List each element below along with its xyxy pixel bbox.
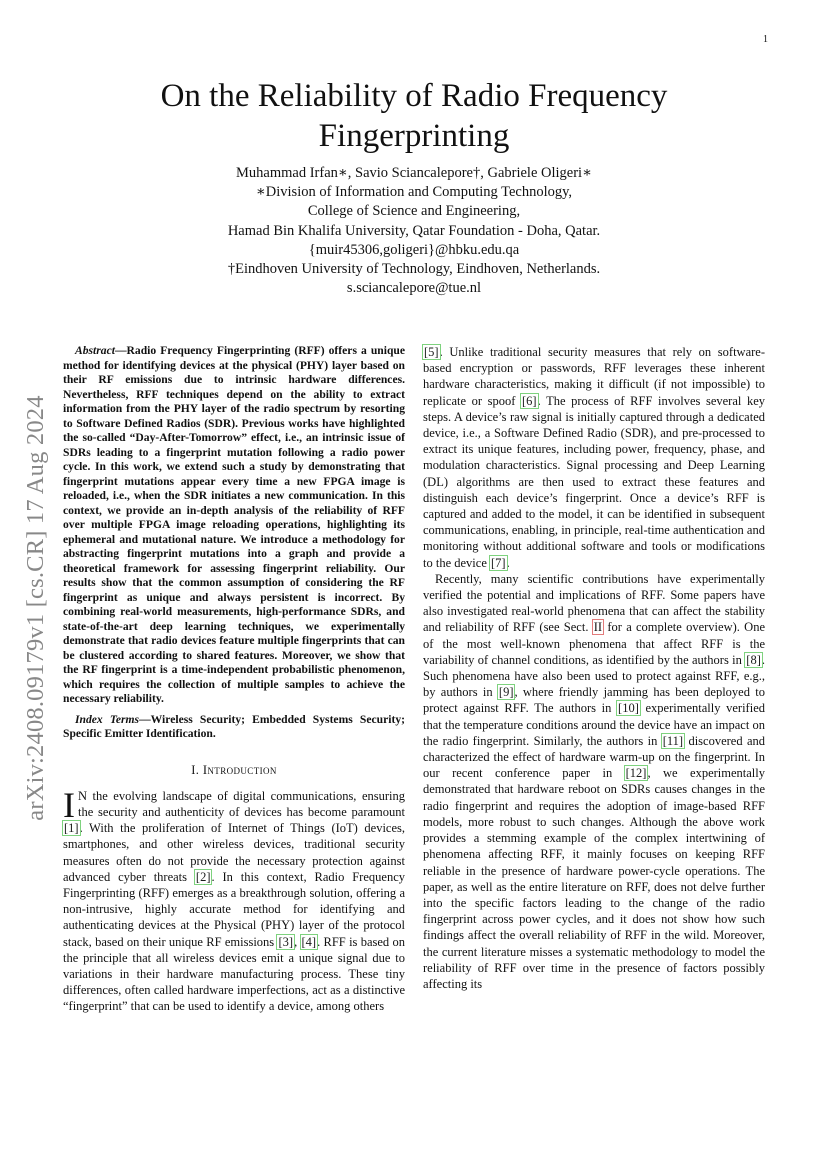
author-block [90, 164, 738, 298]
intro-text: experimentally verified that the temperature conditions around the device have an impact on the radio fingerprint. Similarly, the authors in [423, 701, 765, 748]
intro-text: Recently, many scientific contributions have experimentally verified the potential and implications of RFF. Some papers have also investigated real-world phenomena that can affect the stability and reliability of RFF (see Sect. [423, 571, 765, 635]
citation-link[interactable]: [4] [301, 934, 317, 949]
citation-link[interactable]: [7] [491, 555, 506, 570]
intro-text: , where friendly jamming has been deployed to protect against RFF. The authors in [423, 685, 765, 716]
citation-link[interactable]: [10] [618, 701, 639, 716]
citation-link[interactable]: [11] [662, 733, 684, 748]
intro-text: . Such phenomena have also been used to protect against RFF, e.g., by authors in [423, 652, 765, 700]
author-names: Muhammad Irfan∗, Savio Sciancalepore†, Gabriele Oligeri∗ [236, 165, 592, 181]
citation-link[interactable]: [3] [278, 934, 294, 949]
affiliation-2: †Eindhoven University of Technology, Eindhoven, Netherlands. [227, 261, 601, 278]
index-terms-label: Index Terms [75, 712, 140, 726]
intro-text: . [506, 555, 510, 570]
intro-text: , we experimentally demonstrated that hardware reboot on SDRs causes changes in the radio fingerprint and requires the adoption of image-based RFF models, more robust to such changes. Although the above work provides a stemming example of the complex intertwining of phenomena affecting RFF, it mainly focuses on keeping RFF reliable in the presence of hardware power-cycle operations. The paper, as well as the entire literature on RFF, does not delve further into the specific factors leading to the change of the radio fingerprint across power cycles, and it does not show how such findings affect the overall reliability of RFF in the wild. Moreover, the current literature misses a systematic methodology to model the reliability of RFF over time in the presence of factors possibly affecting its [423, 766, 765, 991]
left-column [63, 344, 405, 1015]
section-number: I. [191, 762, 200, 777]
intro-text: . The process of RFF involves several key steps. A device’s raw signal is initially captured through a dedicated device, i.e., a Software Defined Radio (SDR), and pre-processed to extract its unique features, including power, frequency, phase, and modulation characteristics. Signal processing and Deep Learning (DL) algorithms are then used to extract these features and distinguish each device’s fingerprint. Once a device’s RFF is captured and added to the model, it can be identified in subsequent communications, enabling, in principle, real-time authentication and monitoring without additional software and tools or modifications to the device [423, 393, 765, 570]
abstract-text: Radio Frequency Fingerprinting (RFF) offers a unique method for identifying devices at the physical (PHY) layer based on their RF emissions due to intrinsic hardware differences. Nevertheless, RFF techniques depend on the ability to extract information from the PHY layer of the radio spectrum by resorting to Software Defined Radios (SDR). Previous works have highlighted the so-called “Day-After-Tomorrow” effect, i.e., an intrinsic issue of SDRs leading to a fingerprint mutation following a radio power cycle. In this work, we extend such a study by demonstrating that fingerprint mutations appear every time a new FPGA image is reloaded, i.e., when the SDR initiates a new communication. In this context, we provide an in-depth analysis of the reliability of RFF over multiple FPGA image reloading operations, highlighting its ephemeral and mutational nature. We introduce a methodology for abstracting fingerprint mutations into a graph and provide a theoretical framework for assessing fingerprint reliability. Our results show that the common assumption of considering the RF fingerprint as unique and always persistent is incorrect. By combining real-world measurements, high-performance SDRs, and state-of-the-art deep learning techniques, we experimentally demonstrate that radio devices feature multiple fingerprints that can be clustered according to shared features. Moreover, we show that the RF fingerprint is a time-independent probabilistic phenomenon, which requires the collection of multiple samples to achieve the necessary reliability. [63, 344, 405, 705]
affiliation-1-line-b: College of Science and Engineering, [307, 203, 521, 220]
intro-text: N the evolving landscape of digital communications, ensuring the security and authenticity of devices has become paramount [78, 788, 405, 819]
affiliation-1-line-a: ∗Division of Information and Computing Technology, [255, 184, 573, 201]
section-title: Introduction [202, 762, 277, 777]
citation-link[interactable]: [6] [522, 393, 537, 408]
arxiv-identifier-stamp: arXiv:2408.09179v1 [cs.CR] 17 Aug 2024 [22, 395, 49, 821]
email-1: {muir45306,goligeri}@hbku.edu.qa [308, 241, 520, 258]
intro-text: . RFF is based on the principle that all wireless devices emit a unique signal due to variations in their hardware manufacturing process. These tiny differences, often called hardware imperfections, act as a distinctive “fingerprint” that can be used to identify a device, among others [63, 934, 405, 1014]
intro-text: . In this context, Radio Frequency Fingerprinting (RFF) emerges as a breakthrough solution, offering a non-intrusive, highly accurate method for identifying and authenticating devices at the Physical (PHY) layer of the protocol stack, based on their unique RF emissions [63, 869, 405, 949]
citation-link[interactable]: [8] [746, 652, 761, 667]
dropcap-letter: I [63, 784, 75, 825]
intro-paragraph-1 [63, 784, 405, 1015]
section-heading-introduction [63, 762, 405, 778]
citation-link[interactable]: [5] [424, 345, 439, 359]
citation-link[interactable]: [2] [195, 869, 211, 884]
email-2: s.sciancalepore@tue.nl [346, 280, 482, 297]
intro-text: discovered and characterized the effect of hardware warm-up on the fingerprint. In our recent conference paper in [423, 733, 765, 781]
citation-link[interactable]: [9] [498, 685, 514, 700]
right-column [423, 344, 765, 992]
citation-link[interactable]: [12] [625, 766, 647, 781]
affiliation-1-line-c: Hamad Bin Khalifa University, Qatar Foundation - Doha, Qatar. [227, 222, 601, 239]
intro-paragraph-1-continued [423, 344, 765, 571]
intro-text: , [294, 934, 301, 949]
abstract: Abstract—Radio Frequency Fingerprinting (RFF) offers a unique method for identifying devices at the physical (PHY) layer based on their RF emissions due to intrinsic hardware differences. Nevertheless, RFF techniques depend on the ability to extract information from the PHY layer of the radio spectrum by resorting to Software Defined Radios (SDR). Previous works have highlighted the so-called “Day-After-Tomorrow” effect, i.e., an intrinsic issue of SDRs leading to a fingerprint mutation following a radio power cycle. In this work, we extend such a study by demonstrating that fingerprint mutations appear every time a new FPGA image is reloaded, i.e., when the SDR initiates a new communication. In this context, we provide an in-depth analysis of the reliability of RFF over multiple FPGA image reloading operations, highlighting its ephemeral and mutational nature. We introduce a methodology for abstracting fingerprint mutations into a graph and provide a theoretical framework for assessing fingerprint reliability. Our results show that the common assumption of considering the RF fingerprint as unique and always persistent is incorrect. By combining real-world measurements, high-performance SDRs, and state-of-the-art deep learning techniques, we experimentally demonstrate that radio devices feature multiple fingerprints that can be clustered according to shared features. Moreover, we show that the RF fingerprint is a time-independent probabilistic phenomenon, which requires the collection of multiple samples to achieve the necessary reliability. [63, 344, 405, 705]
paper-title: On the Reliability of Radio Frequency Fingerprinting [160, 78, 668, 154]
intro-text: . Unlike traditional security measures that rely on software-based encryption or passwords, RFF leverages these inherent hardware characteristics, making it difficult (if not impossible) to replicate or spoof [423, 345, 765, 408]
intro-paragraph-2 [423, 571, 765, 992]
abstract-label: Abstract [75, 344, 115, 357]
index-terms: Index Terms—Wireless Security; Embedded Systems Security; Specific Emitter Identification. [63, 712, 405, 740]
index-terms-text: Wireless Security; Embedded Systems Security; Specific Emitter Identification. [63, 712, 405, 740]
page-number: 1 [763, 34, 768, 45]
citation-link[interactable]: [1] [64, 821, 79, 836]
section-link[interactable]: II [593, 620, 603, 635]
intro-text: for a complete overview). One of the most well-known phenomena that affect RFF is the variability of channel conditions, as identified by the authors in [423, 620, 765, 667]
intro-text: . With the proliferation of Internet of Things (IoT) devices, smartphones, and other wireless devices, traditional security measures often do not provide the necessary protection against advanced cyber threats [63, 821, 405, 884]
